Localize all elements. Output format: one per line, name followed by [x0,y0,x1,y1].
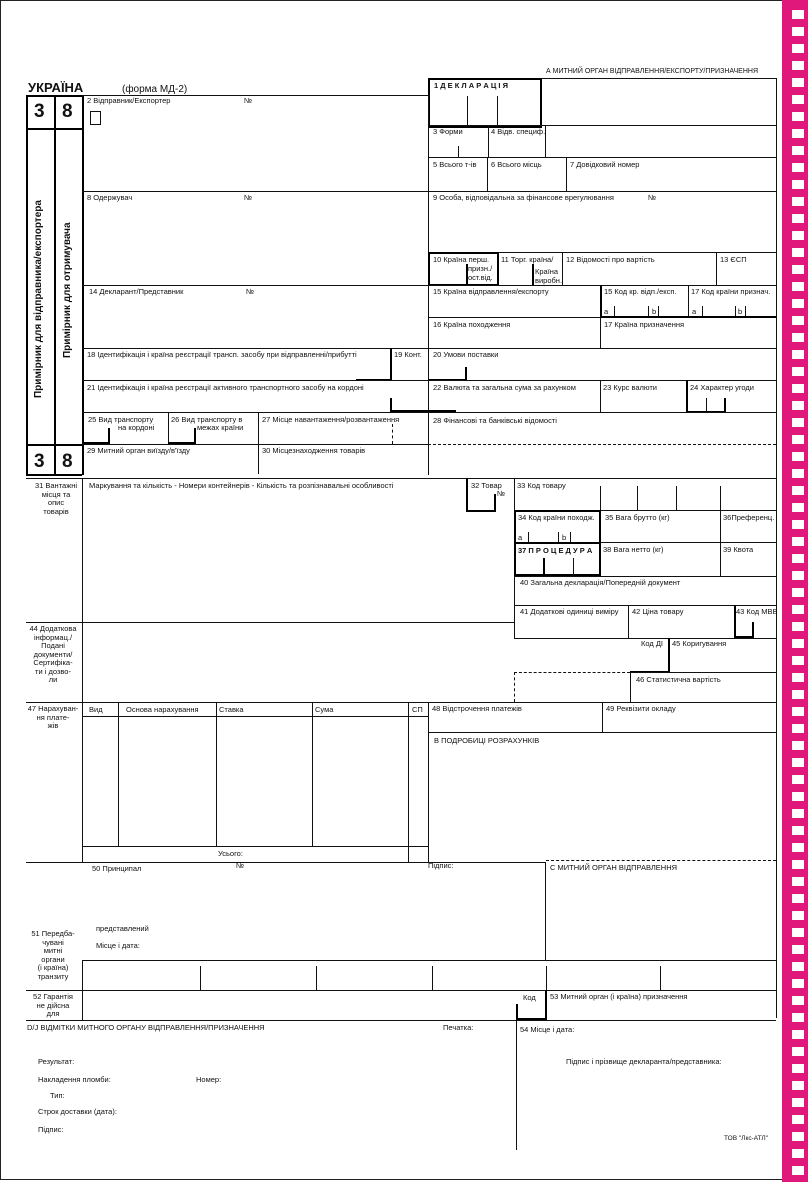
perforation-hole [792,78,804,87]
field-17-code: 17 Код країни признач. [691,287,771,296]
copy-number: 8 [62,101,73,122]
text-line: Подані [41,641,65,650]
perforation-hole [792,639,804,648]
copy-number: 3 [34,451,45,472]
perforation-hole [792,384,804,393]
place-date-label: Місце і дата: [96,941,140,950]
perforation-hole [792,1030,804,1039]
field-2-no: № [244,96,253,105]
rule [542,78,776,79]
rule [514,576,776,577]
dashed-rule [514,672,630,673]
text-line: 51 Передба- [31,929,75,938]
field-49-label: 49 Реквізити окладу [606,704,676,713]
rule [82,191,776,192]
field-9-no: № [648,193,657,202]
rule [676,486,677,510]
field-32-label: 32 Товар [471,481,502,490]
perforation-hole [792,894,804,903]
rule [82,348,776,349]
declarant-signature-label: Підпис і прізвище декларанта/представника: [566,1057,722,1066]
rule [614,306,615,316]
field-32-no: № [497,489,506,498]
perforation-hole [792,316,804,325]
rule [532,264,534,286]
perforation-hole [792,401,804,410]
rule [637,486,638,510]
rule [82,960,83,990]
rule [26,702,776,703]
kod-di-label: Код ДІ [641,639,663,648]
rule [573,558,574,576]
perforation-hole [792,44,804,53]
rule [600,316,776,318]
checkbox[interactable] [90,111,101,125]
rule [724,398,726,412]
box-a-label: А МИТНИЙ ОРГАН ВІДПРАВЛЕННЯ/ЕКСПОРТУ/ПРИЗНАЧЕННЯ [546,68,758,75]
perforation-hole [792,10,804,19]
field-16-label: 16 Країна походження [433,320,511,329]
box-c-label: С МИТНИЙ ОРГАН ВІДПРАВЛЕННЯ [550,863,678,872]
rule [516,1004,518,1020]
type-label: Тип: [50,1091,65,1100]
perforation-hole [792,1047,804,1056]
field-11-sub2: виробн. [535,276,563,285]
field-14-no: № [246,287,255,296]
box-b-label: В ПОДРОБИЦІ РОЗРАХУНКІВ [434,736,540,745]
rule [26,474,82,476]
rule [716,252,717,286]
dashed-rule [428,444,776,445]
rule [630,672,631,702]
perforation-hole [792,452,804,461]
rule [545,990,547,1020]
rule [602,702,603,732]
perforation-hole [792,809,804,818]
rule [200,966,201,990]
field-34-label: 34 Код країни походж. [518,513,595,522]
perforation-hole [792,1166,804,1175]
dashed-rule [392,424,393,444]
rule [628,605,629,638]
field-54-label: 54 Місце і дата: [520,1025,575,1034]
field-11-label: 11 Торг. країна/ [501,255,554,264]
rule [600,486,601,510]
text-line: 31 Вантажні [34,481,78,490]
rule [82,702,83,862]
receiver-copy-label: Примірник для отримувача [62,222,73,358]
text-line: документи/ [33,649,73,659]
number-label: Номер: [196,1075,222,1084]
perforation-hole [792,61,804,70]
field-51-label [27,930,79,981]
rule [26,990,776,991]
perforation-hole [792,622,804,631]
field-30-label: 30 Місцезнаходження товарів [262,446,366,455]
field-52-label [27,993,79,1019]
field-27-label: 27 Місце навантаження/розвантаження [262,415,400,424]
field-48-label: 48 Відстрочення платежів [432,704,522,713]
field-53-label: 53 Митний орган (і країна) призначення [550,992,688,1001]
perforation-hole [792,180,804,189]
rule [82,285,776,286]
signature2-label: Підпис: [38,1125,64,1134]
perforation-hole [792,588,804,597]
rule [82,622,83,702]
sub-a: a [518,533,523,542]
rule [514,605,776,606]
field-10-label: 10 Країна перш. [433,255,490,264]
perforation-hole [792,945,804,954]
perforation-hole [792,673,804,682]
field-21-label: 21 Ідентифікація і країна реєстрації активного транспортного засобу на кордоні [87,383,364,392]
text-line: 52 Гарантія [33,992,73,1001]
field-35-label: 35 Вага брутто (кг) [605,513,670,522]
field-33-label: 33 Код товару [517,481,566,490]
rule [26,95,28,475]
rule [168,412,169,444]
sub-b: b [562,533,567,542]
field-8-no: № [244,193,253,202]
perforation-hole [792,112,804,121]
rule [428,252,430,286]
country-title: УКРАЇНА [28,80,84,95]
rule [26,444,82,446]
rule [494,494,496,512]
rule [600,380,601,413]
rule [82,478,83,622]
rule [720,510,721,576]
rule [562,252,563,286]
perforation-hole [792,537,804,546]
rule [82,380,776,381]
field-28-label: 28 Фінансові та банківські відомості [433,416,557,425]
text-line: 44 Додаткова [29,624,77,633]
field-43-label: 43 Код МВВ [736,607,778,616]
field-31-text: Маркування та кількість - Номери контейнерів - Кількість та розпізнавальні особливості [89,481,394,490]
perforation-hole [792,469,804,478]
perforation-hole [792,282,804,291]
rule [428,252,498,254]
field-7-label: 7 Довідковий номер [570,160,640,169]
field-40-label: 40 Загальна декларація/Попередній документ [520,578,681,587]
rule [720,486,721,510]
field-10-sub2: ост.від. [468,273,493,282]
rule [600,542,776,543]
perforation-hole [792,129,804,138]
field-45-label: 45 Коригування [672,639,727,648]
perforation-hole [792,928,804,937]
rule [752,622,754,638]
rule [745,306,746,316]
dashed-rule [546,860,776,861]
field-26-label: 26 Вид транспорту в [171,415,243,424]
perforation-hole [792,690,804,699]
col-suma: Сума [315,705,334,714]
perforation-hole [792,486,804,495]
rule [702,306,703,316]
perforation-hole [792,333,804,342]
perforation-hole [792,605,804,614]
field-2-label: 2 Відправник/Експортер [87,96,171,105]
sub-b: b [738,307,743,316]
col-osnova: Основа нарахування [126,705,199,714]
perforation-hole [792,656,804,665]
perforation-hole [792,265,804,274]
field-29-label: 29 Митний орган виїзду/в'їзду [87,446,190,455]
rule [82,716,428,717]
rule [432,966,433,990]
text-line: жів [47,721,59,730]
text-line: товарів [43,506,69,516]
printer-label: ТОВ "Лкс-АТЛ" [724,1135,769,1142]
perforation-hole [792,554,804,563]
text-line: ли [48,675,58,684]
perforation-hole [792,758,804,767]
rule [82,444,428,445]
sub-b: b [652,307,657,316]
rule [26,1020,776,1021]
rule [428,125,776,126]
rule [82,846,428,847]
rule [82,960,776,961]
total-label: Усього: [218,849,243,858]
rule [26,478,776,479]
field-36-label: 36Преференц. [723,513,775,522]
text-line: для [46,1009,60,1018]
rule [648,306,649,316]
rule [660,966,661,990]
sub-a: a [692,307,697,316]
dashed-rule [514,672,515,702]
field-11-sub: Країна [535,267,559,276]
perforation-hole [792,503,804,512]
decl-divider [467,96,468,126]
field-46-label: 46 Статистична вартість [636,675,721,684]
field-25-sub: на кордоні [118,423,155,432]
field-9-label: 9 Особа, відповідальна за фінансове врегулювання [433,193,614,202]
perforation-hole [792,350,804,359]
col-vyd: Вид [89,705,103,714]
dj-label: D/J ВІДМІТКИ МИТНОГО ОРГАНУ ВІДПРАВЛЕННЯ/ПРИЗНАЧЕННЯ [27,1023,265,1032]
field-18-label: 18 Ідентифікація і країна реєстрації трансп. засобу при відправленні/прибутті [87,350,357,359]
perforation-hole [792,1081,804,1090]
field-8-label: 8 Одержувач [87,193,133,202]
text-line: не дійсна [36,1000,70,1010]
field-6-label: 6 Всього місць [491,160,542,169]
rule [546,966,547,990]
rule [316,966,317,990]
text-line: органи [41,954,65,964]
text-line: ня плате- [36,712,70,722]
field-26-sub: межах країни [197,423,244,432]
perforation-hole [792,1132,804,1141]
col-sp: СП [412,705,423,714]
stamp-label: Печатка: [443,1023,474,1032]
rule [706,398,707,412]
field-38-label: 38 Вага нетто (кг) [603,545,664,554]
rule [497,252,499,286]
text-line: ти і дозво- [35,666,71,676]
perforation-hole [792,197,804,206]
rule [54,95,56,475]
rule [390,348,392,381]
perforation-hole [792,146,804,155]
perforation-hole [792,860,804,869]
delivery-term-label: Строк доставки (дата): [38,1107,117,1116]
field-25-label: 25 Вид транспорту [88,415,154,424]
field-4-label: 4 Відв. специф. [491,127,546,136]
decl-divider [497,96,498,126]
kod-label: Код [523,993,536,1002]
perforation-hole [792,299,804,308]
field-17-label: 17 Країна призначення [604,320,685,329]
rule [488,125,489,158]
rule [776,78,777,1018]
rule [26,862,546,863]
seals-label: Накладення пломби: [38,1075,111,1084]
rule [26,622,514,623]
rule [658,306,659,316]
rule [600,317,601,349]
perforation-hole [792,843,804,852]
field-19-label: 19 Конт. [394,350,422,359]
rule [516,1020,517,1150]
text-line: чувані [42,937,64,947]
rule [82,990,83,1020]
rule [428,157,776,158]
declaration-label: 1 Д Е К Л А Р А Ц І Я [434,81,508,90]
text-line: 47 Нарахуван- [27,704,79,713]
col-stavka: Ставка [219,705,244,714]
rule [428,702,429,862]
perforation-hole [792,962,804,971]
rule [686,380,688,413]
field-13-label: 13 ЄСП [720,255,747,264]
rule [735,306,736,316]
perforation-hole [792,996,804,1005]
field-24-label: 24 Характер угоди [690,383,754,392]
rule [487,157,488,191]
perforation-hole [792,1064,804,1073]
exporter-copy-label: Примірник для відправника/експортера [33,200,44,398]
field-10-sub: призн./ [468,264,493,273]
rule [216,702,217,846]
rule [82,412,776,413]
rule [258,412,259,474]
signature-label: Підпис: [428,861,454,870]
perforation-hole [792,775,804,784]
sub-a: a [604,307,609,316]
text-line: опис [47,498,65,507]
text-line: інформац./ [33,632,73,642]
rule [466,478,468,512]
rule [668,638,670,673]
text-line: митні [43,946,63,955]
field-20-label: 20 Умови поставки [433,350,499,359]
rule [466,264,468,286]
form-code: (форма МД-2) [122,84,188,95]
perforation-hole [792,724,804,733]
field-15-code: 15 Код кр. відп./експ. [604,287,677,296]
result-label: Результат: [38,1057,75,1066]
field-3-label: 3 Форми [433,127,463,136]
rule [630,672,776,673]
perforation-hole [792,1115,804,1124]
perforation-hole [792,520,804,529]
perforation-hole [792,418,804,427]
perforation-hole [792,741,804,750]
perforation-hole [792,435,804,444]
perforation-hole [792,248,804,257]
field-44-label [27,625,79,685]
field-12-label: 12 Відомості про вартість [566,255,655,264]
rule [466,510,496,512]
perforation-hole [792,877,804,886]
rule [312,702,313,846]
perforation-hole [792,1098,804,1107]
rule [408,702,409,862]
perforation-hole [792,214,804,223]
perforation-hole [792,95,804,104]
field-39-label: 39 Квота [723,545,754,554]
perforation-hole [792,231,804,240]
field-41-label: 41 Додаткові одиниці виміру [520,607,619,616]
perforation-hole [792,27,804,36]
field-50-no: № [236,861,245,870]
rule [428,732,776,733]
perforation-hole [792,367,804,376]
field-31-label [34,482,78,516]
field-5-label: 5 Всього т-ів [433,160,477,169]
perforation-hole [792,826,804,835]
field-50-label: 50 Принципал [92,864,142,873]
perforation-hole [792,979,804,988]
rule [543,558,545,576]
field-22-label: 22 Валюта та загальна сума за рахунком [433,383,576,392]
copy-number: 8 [62,451,73,472]
rule [545,862,546,960]
field-37-label: 37 П Р О Ц Е Д У Р А [518,546,593,555]
field-14-label: 14 Декларант/Представник [89,287,184,296]
rule [26,128,82,130]
copy-number: 3 [34,101,45,122]
rule [566,157,567,191]
rule [428,317,600,318]
perforation-hole [792,707,804,716]
perforation-hole [792,911,804,920]
perforation-hole [792,1149,804,1158]
perforation-hole [792,163,804,172]
rule [545,125,546,158]
field-23-label: 23 Курс валюти [603,383,657,392]
represented-label: представлений [96,924,149,933]
rule [600,285,602,318]
text-line: місця та [41,489,71,499]
perforation-hole [792,792,804,801]
rule [688,285,689,318]
text-line: Сертифіка- [33,658,73,667]
perforation-hole [792,1013,804,1022]
field-42-label: 42 Ціна товару [632,607,684,616]
text-line: транзиту [37,971,69,981]
rule [118,702,119,846]
text-line: (і країна) [37,963,69,972]
field-47-label [27,705,79,731]
field-15-label: 15 Країна відправлення/експорту [433,287,549,296]
perforation-hole [792,571,804,580]
